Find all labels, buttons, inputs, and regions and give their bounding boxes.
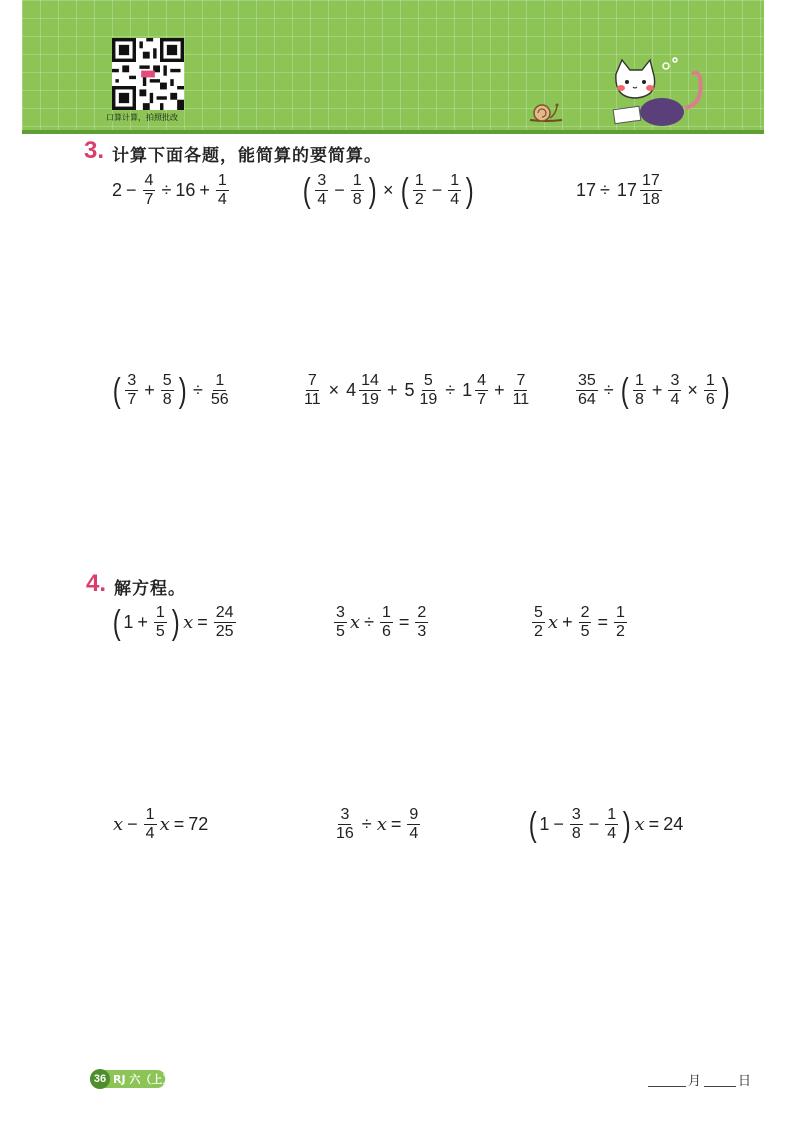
- parenthesis: ): [171, 603, 180, 642]
- operator: ÷: [445, 380, 456, 400]
- parenthesis: ): [368, 171, 377, 210]
- denominator: 5: [155, 623, 165, 640]
- denominator: 7: [144, 191, 154, 208]
- parenthesis: ): [178, 371, 187, 410]
- numerator: 1: [155, 604, 165, 621]
- operator: −: [431, 180, 443, 200]
- number: 1: [539, 814, 550, 834]
- problem-3-1: [112, 172, 231, 209]
- number: 1: [123, 612, 134, 632]
- section-3-number: 3.: [84, 137, 105, 164]
- numerator: 1: [352, 172, 362, 189]
- numerator: 3: [670, 372, 680, 389]
- numerator: 2: [580, 604, 590, 621]
- numerator: 7: [307, 372, 317, 389]
- fraction: [302, 372, 323, 409]
- fraction: [415, 604, 428, 641]
- numerator: 24: [215, 604, 234, 621]
- equation-4-1: [110, 604, 238, 641]
- number: 4: [346, 380, 357, 400]
- numerator: 14: [361, 372, 379, 389]
- problem-3-2: [300, 172, 476, 209]
- denominator: 2: [414, 191, 424, 208]
- grade-label: RJ 六（上）: [113, 1073, 174, 1086]
- numerator: 1: [705, 372, 715, 389]
- month-label: 月: [688, 1074, 702, 1089]
- denominator: 4: [607, 825, 617, 842]
- operator: ×: [328, 380, 340, 400]
- operator: ×: [382, 180, 394, 200]
- fraction: [216, 172, 229, 209]
- fraction: [668, 372, 681, 409]
- equation-4-4: [112, 806, 208, 843]
- fraction: [407, 806, 420, 843]
- fraction: [633, 372, 646, 409]
- fraction: [605, 806, 618, 843]
- operator: =: [597, 612, 608, 632]
- fraction: [125, 372, 138, 409]
- variable: x: [634, 814, 645, 835]
- operator: +: [386, 380, 398, 400]
- operator: +: [494, 380, 505, 400]
- numerator: 3: [336, 604, 345, 621]
- denominator: 19: [361, 391, 379, 408]
- operator: +: [144, 380, 155, 400]
- numerator: 5: [162, 372, 172, 389]
- denominator: 7: [127, 391, 137, 408]
- day-label: 日: [738, 1074, 752, 1089]
- fraction: [209, 372, 231, 409]
- parenthesis: (: [620, 371, 629, 410]
- variable: x: [159, 814, 170, 835]
- fraction: [154, 604, 167, 641]
- denominator: 18: [641, 191, 660, 208]
- section-3-title: 计算下面各题，能简算的要简算。: [112, 146, 382, 166]
- denominator: 25: [215, 623, 234, 640]
- qr-caption: 口算计算，拍照批改: [106, 113, 178, 122]
- parenthesis: (: [302, 171, 311, 210]
- fraction: [413, 172, 426, 209]
- fraction: [334, 806, 356, 843]
- parenthesis: ): [622, 805, 631, 844]
- fraction: [417, 372, 439, 409]
- operator: ÷: [603, 380, 614, 400]
- operator: +: [199, 180, 210, 200]
- numerator: 5: [534, 604, 543, 621]
- numerator: 2: [417, 604, 427, 621]
- denominator: 3: [417, 623, 427, 640]
- numerator: 1: [607, 806, 617, 823]
- denominator: 4: [145, 825, 155, 842]
- equation-4-5: [332, 806, 422, 843]
- fraction: [144, 806, 157, 843]
- numerator: 7: [516, 372, 526, 389]
- numerator: 9: [409, 806, 419, 823]
- fraction: [579, 604, 592, 641]
- equation-4-3: [530, 604, 629, 641]
- numerator: 1: [217, 172, 227, 189]
- section-4-title: 解方程。: [114, 579, 186, 599]
- parenthesis: (: [112, 371, 121, 410]
- section-4-number: 4.: [86, 570, 107, 597]
- denominator: 2: [534, 623, 543, 640]
- denominator: 4: [409, 825, 419, 842]
- variable: x: [349, 612, 361, 633]
- problem-3-6: [574, 372, 732, 409]
- operator: =: [398, 612, 410, 632]
- operator: =: [173, 814, 185, 834]
- denominator: 11: [304, 391, 321, 408]
- fraction: [576, 372, 598, 409]
- number: 1: [462, 380, 473, 400]
- denominator: 5: [580, 623, 590, 640]
- denominator: 56: [210, 391, 229, 408]
- month-blank[interactable]: [648, 1086, 686, 1087]
- denominator: 64: [578, 391, 596, 408]
- denominator: 6: [705, 391, 715, 408]
- fraction: [315, 172, 328, 209]
- denominator: 4: [317, 191, 327, 208]
- denominator: 11: [512, 391, 530, 408]
- number: 2: [112, 180, 123, 200]
- problem-3-4: [110, 372, 233, 409]
- equation-4-6: [526, 806, 683, 843]
- denominator: 8: [352, 191, 362, 208]
- equation-4-2: [332, 604, 430, 641]
- numerator: 4: [477, 372, 487, 389]
- operator: ÷: [192, 380, 203, 400]
- operator: −: [334, 180, 345, 200]
- operator: ÷: [364, 612, 374, 632]
- qr-code-icon[interactable]: [112, 38, 184, 110]
- fraction: [640, 172, 662, 209]
- denominator: 4: [217, 191, 227, 208]
- fraction: [380, 604, 393, 641]
- denominator: 7: [477, 391, 487, 408]
- variable: x: [113, 814, 124, 835]
- day-blank[interactable]: [704, 1086, 736, 1087]
- operator: =: [390, 814, 402, 834]
- page-number: 36: [90, 1069, 110, 1089]
- numerator: 17: [641, 172, 660, 189]
- operator: =: [648, 814, 660, 834]
- numerator: 4: [144, 172, 154, 189]
- numerator: 3: [127, 372, 137, 389]
- numerator: 1: [450, 172, 460, 189]
- numerator: 3: [317, 172, 327, 189]
- parenthesis: ): [721, 371, 730, 410]
- numerator: 35: [578, 372, 596, 389]
- numerator: 1: [145, 806, 155, 823]
- fraction: [570, 806, 583, 843]
- denominator: 19: [419, 391, 438, 408]
- variable: x: [376, 814, 387, 835]
- parenthesis: (: [400, 171, 409, 210]
- fraction: [359, 372, 381, 409]
- numerator: 1: [635, 372, 644, 389]
- denominator: 8: [635, 391, 644, 408]
- numerator: 5: [423, 372, 433, 389]
- parenthesis: (: [112, 603, 121, 642]
- numerator: 1: [414, 172, 424, 189]
- operator: ×: [687, 380, 698, 400]
- operator: +: [562, 612, 573, 632]
- fraction: [334, 604, 347, 641]
- fraction: [161, 372, 174, 409]
- fraction: [704, 372, 717, 409]
- operator: −: [127, 814, 138, 834]
- denominator: 5: [336, 623, 345, 640]
- number: 16: [175, 180, 196, 200]
- fraction: [614, 604, 627, 641]
- number: 5: [404, 380, 415, 400]
- denominator: 4: [670, 391, 680, 408]
- numerator: 3: [571, 806, 581, 823]
- fraction: [475, 372, 488, 409]
- denominator: 6: [381, 623, 391, 640]
- operator: ÷: [600, 180, 610, 200]
- denominator: 8: [162, 391, 172, 408]
- numerator: 3: [340, 806, 350, 823]
- operator: ÷: [361, 814, 372, 834]
- operator: −: [553, 814, 564, 834]
- parenthesis: (: [528, 805, 537, 844]
- operator: +: [137, 612, 148, 632]
- numerator: 1: [616, 604, 625, 621]
- variable: x: [183, 612, 194, 633]
- cat-icon: [600, 56, 710, 128]
- numerator: 1: [215, 372, 225, 389]
- fraction: [143, 172, 156, 209]
- parenthesis: ): [465, 171, 474, 210]
- number: 17: [576, 180, 597, 200]
- fraction: [214, 604, 236, 641]
- denominator: 4: [450, 191, 460, 208]
- operator: −: [588, 814, 600, 834]
- denominator: 16: [336, 825, 354, 842]
- fraction: [511, 372, 532, 409]
- number: 24: [663, 814, 684, 834]
- operator: =: [197, 612, 208, 632]
- operator: +: [651, 380, 663, 400]
- problem-3-5: [300, 372, 533, 409]
- fraction: [532, 604, 545, 641]
- fraction: [351, 172, 364, 209]
- operator: −: [126, 180, 137, 200]
- number: 72: [188, 814, 209, 834]
- denominator: 2: [616, 623, 625, 640]
- operator: ÷: [161, 180, 172, 200]
- problem-3-3: [576, 172, 664, 209]
- number: 17: [616, 180, 637, 200]
- variable: x: [547, 612, 559, 633]
- fraction: [448, 172, 461, 209]
- denominator: 8: [571, 825, 581, 842]
- numerator: 1: [381, 604, 391, 621]
- snail-icon: [528, 98, 564, 124]
